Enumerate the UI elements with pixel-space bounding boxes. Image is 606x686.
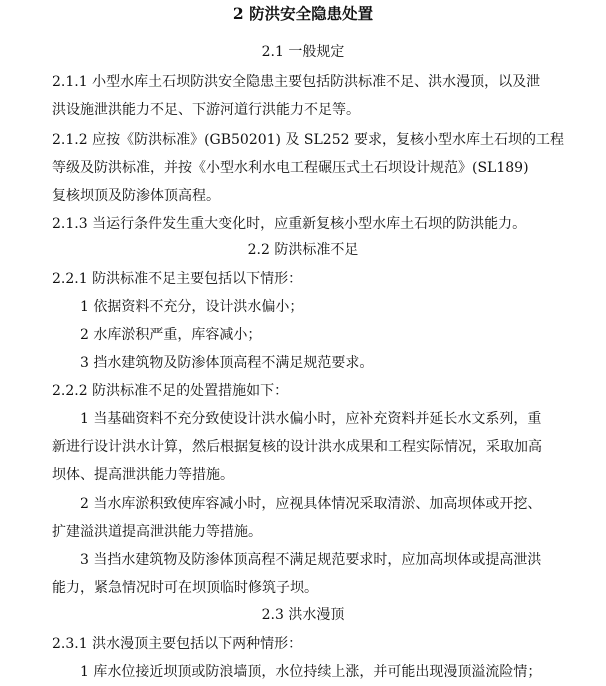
paragraph-line: 坝体、提高泄洪能力等措施。 — [52, 467, 234, 483]
list-item: 1 库水位接近坝顶或防浪墙顶，水位持续上涨，并可能出现漫顶溢流险情； — [80, 664, 542, 680]
paragraph-line: 2.3.1 洪水漫顶主要包括以下两种情形： — [52, 636, 303, 652]
list-item: 3 挡水建筑物及防渗体顶高程不满足规范要求。 — [80, 355, 374, 371]
paragraph-line: 2.2.1 防洪标准不足主要包括以下情形： — [52, 271, 303, 287]
list-item: 2 水库淤积严重，库容减小； — [80, 327, 262, 343]
list-item: 3 当挡水建筑物及防渗体顶高程不满足规范要求时，应加高坝体或提高泄洪 — [80, 552, 542, 568]
list-item: 1 依据资料不充分，设计洪水偏小； — [80, 299, 304, 315]
list-item: 2 当水库淤积致使库容减小时，应视具体情况采取清淤、加高坝体或开挖、 — [80, 496, 542, 512]
paragraph-line: 2.1.2 应按《防洪标准》(GB50201) 及 SL252 要求，复核小型水库土石坝的工程 — [52, 132, 564, 148]
paragraph-line: 扩建溢洪道提高泄洪能力等措施。 — [52, 524, 262, 540]
paragraph-line: 新进行设计洪水计算，然后根据复核的设计洪水成果和工程实际情况，采取加高 — [52, 439, 542, 455]
paragraph-line: 复核坝顶及防渗体顶高程。 — [52, 188, 220, 204]
list-item: 1 当基础资料不充分致使设计洪水偏小时，应补充资料并延长水文系列，重 — [80, 411, 542, 427]
paragraph-line: 能力，紧急情况时可在坝顶临时修筑子坝。 — [52, 580, 318, 596]
section-heading-2-2: 2.2 防洪标准不足 — [247, 242, 359, 258]
paragraph-line: 等级及防洪标准，并按《小型水利水电工程碾压式土石坝设计规范》(SL189) — [52, 160, 529, 176]
paragraph-line: 2.1.1 小型水库土石坝防洪安全隐患主要包括防洪标准不足、洪水漫顶，以及泄 — [52, 74, 541, 90]
section-heading-2-1: 2.1 一般规定 — [261, 44, 345, 60]
document-title: 2 防洪安全隐患处置 — [232, 4, 374, 23]
section-heading-2-3: 2.3 洪水漫顶 — [261, 607, 345, 623]
paragraph-line: 2.2.2 防洪标准不足的处置措施如下： — [52, 383, 289, 399]
paragraph-line: 洪设施泄洪能力不足、下游河道行洪能力不足等。 — [52, 102, 360, 118]
paragraph-line: 2.1.3 当运行条件发生重大变化时，应重新复核小型水库土石坝的防洪能力。 — [52, 216, 527, 232]
